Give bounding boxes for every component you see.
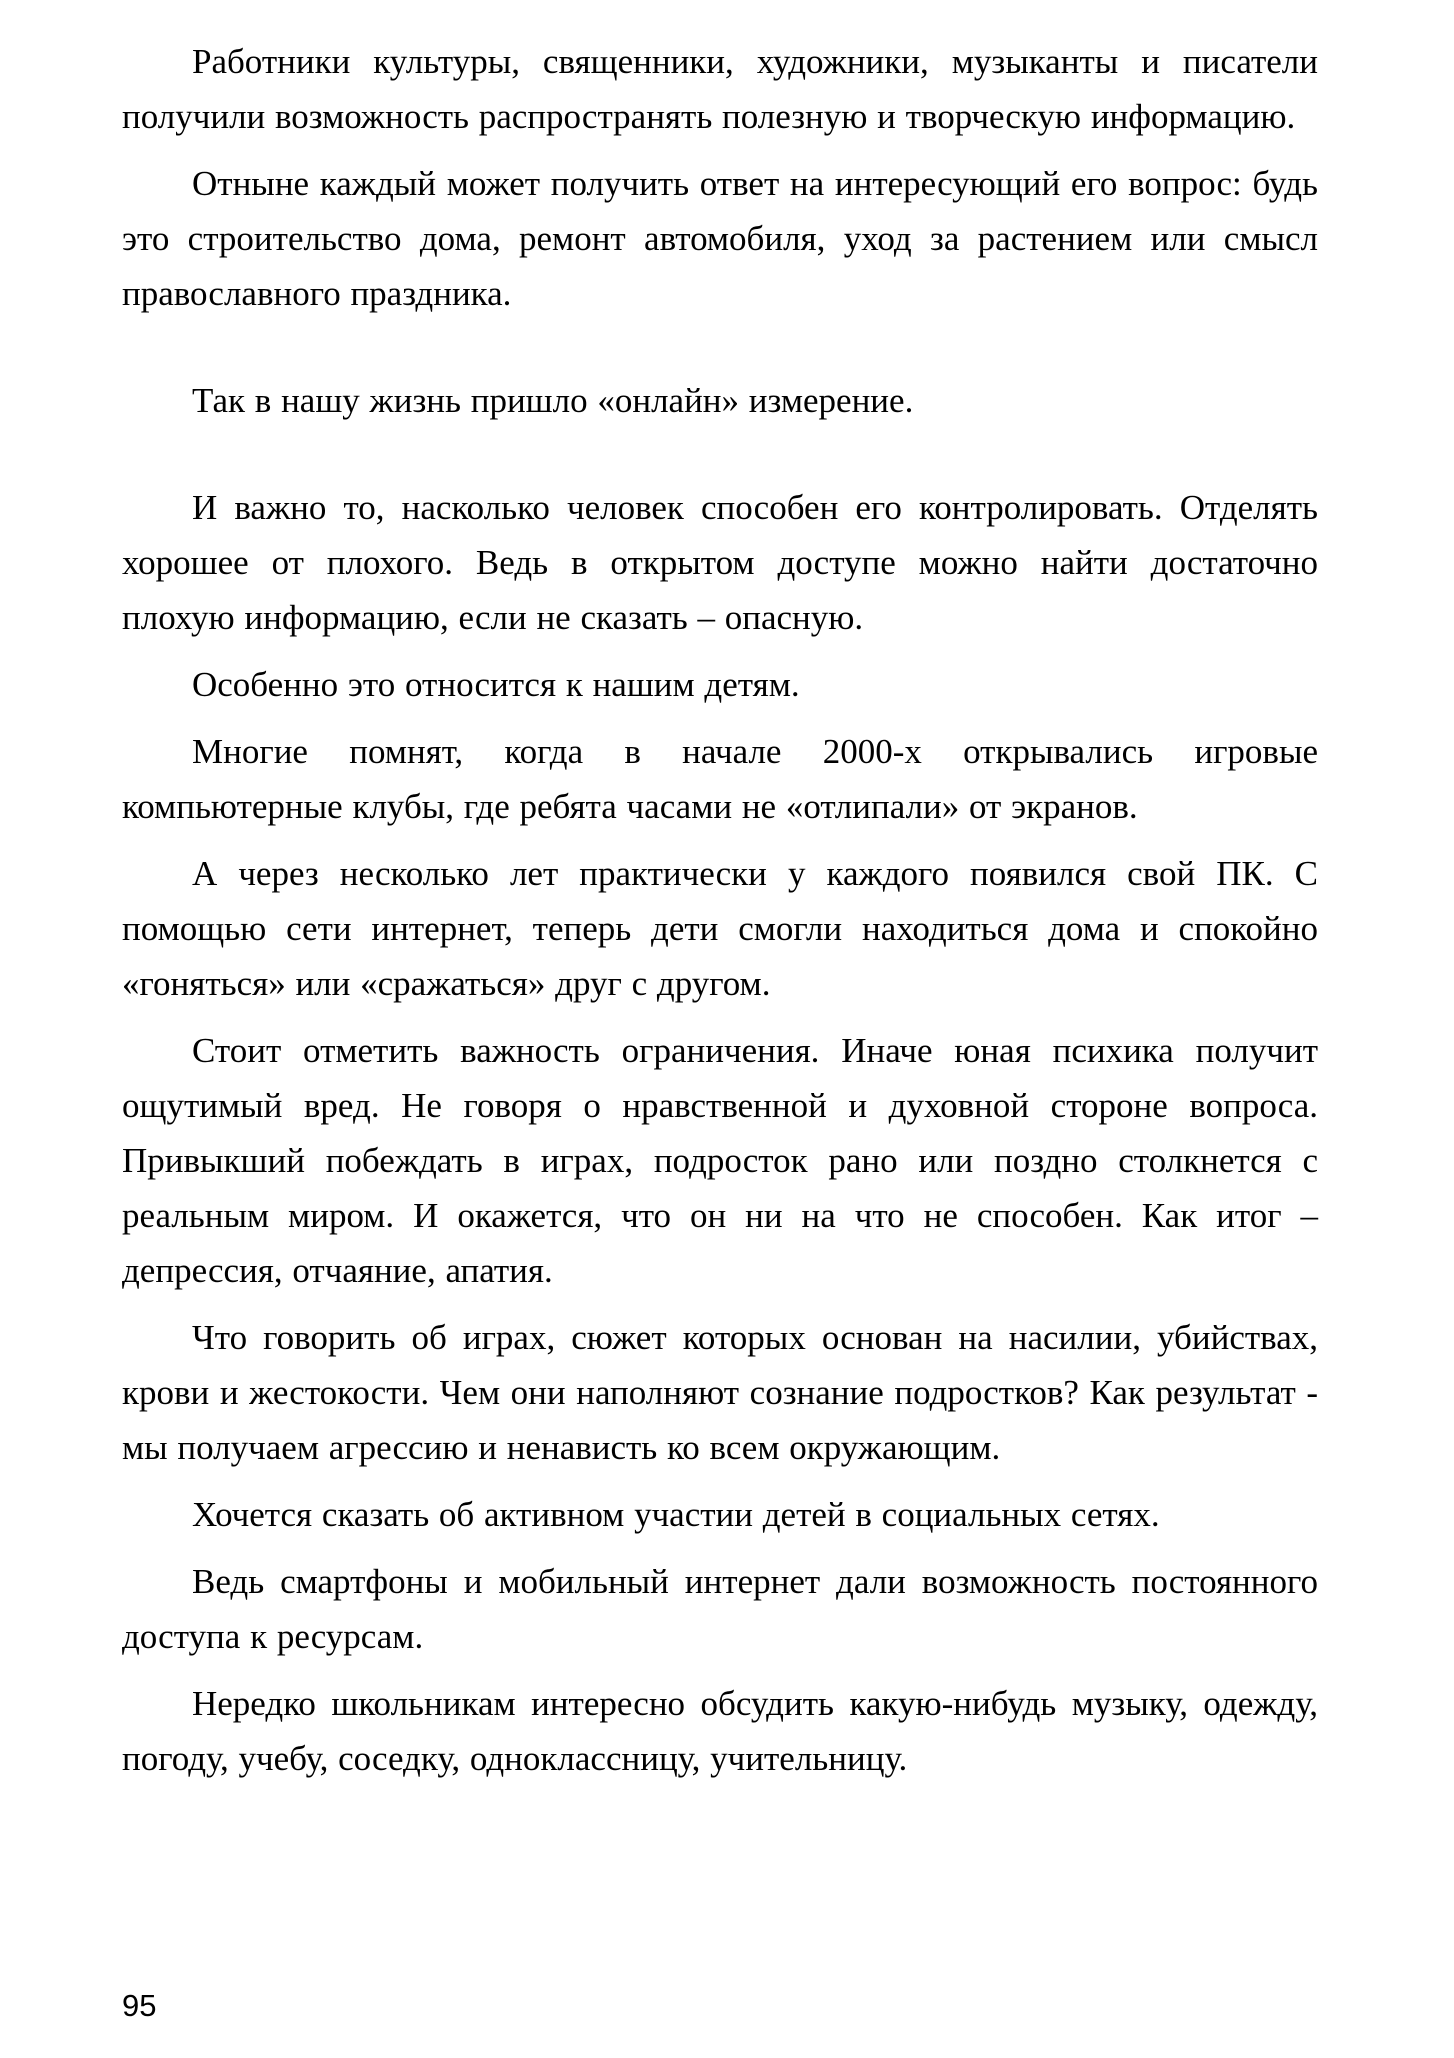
paragraph-gaming-clubs: Многие помнят, когда в начале 2000-х открывались игровые компьютерные клубы, где ребята часами не «отлипали» от экранов. bbox=[122, 732, 1318, 826]
paragraph-smartphones-access: Ведь смартфоны и мобильный интернет дали возможность постоянного доступа к ресурсам. bbox=[122, 1562, 1318, 1656]
paragraph-limits-importance: Стоит отметить важность ограничения. Иначе юная психика получит ощутимый вред. Не говоря о нравственной и духовной стороне вопроса. Привыкший побеждать в играх, подросток рано или поздно столкнется с реальным миром. И окажется, что он ни на что не способен. Как итог – депрессия, отчаяние, апатия. bbox=[122, 1031, 1318, 1290]
paragraph-social-networks: Хочется сказать об активном участии детей в социальных сетях. bbox=[192, 1495, 1160, 1534]
blank-line bbox=[122, 333, 1318, 373]
paragraph-personal-pc: А через несколько лет практически у каждого появился свой ПК. С помощью сети интернет, теперь дети смогли находиться дома и спокойно «гоняться» или «сражаться» друг с другом. bbox=[122, 854, 1318, 1003]
paragraph-workers-of-culture: Работники культуры, священники, художники, музыканты и писатели получили возможность распространять полезную и творческую информацию. bbox=[122, 42, 1318, 136]
paragraph-control-importance: И важно то, насколько человек способен его контролировать. Отделять хорошее от плохого. Ведь в открытом доступе можно найти достаточно плохую информацию, если не сказать – опасную. bbox=[122, 488, 1318, 637]
paragraph-especially-children: Особенно это относится к нашим детям. bbox=[192, 665, 800, 704]
paragraph-from-now-on: Отныне каждый может получить ответ на интересующий его вопрос: будь это строительство дома, ремонт автомобиля, уход за растением или смысл православного праздника. bbox=[122, 164, 1318, 313]
page-number: 95 bbox=[122, 1988, 157, 2023]
text-block bbox=[122, 34, 1318, 1798]
paragraph-school-discussions: Нередко школьникам интересно обсудить какую-нибудь музыку, одежду, погоду, учебу, соседку, одноклассницу, учительницу. bbox=[122, 1684, 1318, 1778]
blank-line bbox=[122, 440, 1318, 480]
paragraph-online-dimension: Так в нашу жизнь пришло «онлайн» измерение. bbox=[192, 381, 914, 420]
paragraph-violent-games: Что говорить об играх, сюжет которых основан на насилии, убийствах, крови и жестокости. Чем они наполняют сознание подростков? Как результат - мы получаем агрессию и ненависть ко всем окружающим. bbox=[122, 1318, 1318, 1467]
